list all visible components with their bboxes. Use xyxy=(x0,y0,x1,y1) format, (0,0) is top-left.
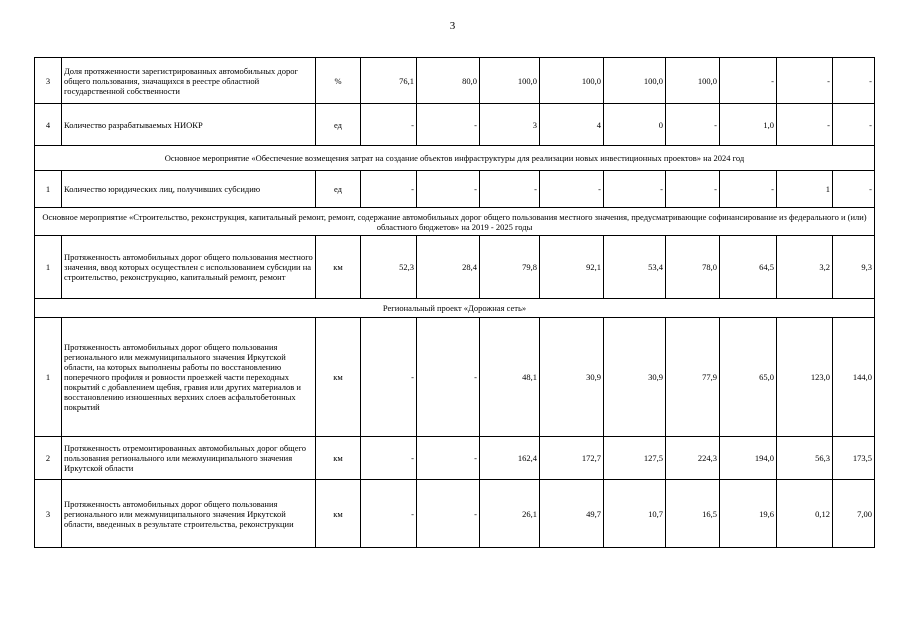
unit-cell: % xyxy=(316,58,361,104)
unit-cell: ед xyxy=(316,104,361,146)
row-number: 1 xyxy=(35,318,62,437)
value-cell: - xyxy=(777,58,833,104)
value-cell: 194,0 xyxy=(720,437,777,480)
value-cell: 79,8 xyxy=(480,236,540,299)
indicator-name: Протяженность автомобильных дорог общего пользования регионального или межмуниципального значения Иркутской области, введенных в результате строительства, реконструкции xyxy=(62,480,316,548)
value-cell: - xyxy=(720,171,777,208)
value-cell: 49,7 xyxy=(540,480,604,548)
value-cell: 173,5 xyxy=(833,437,875,480)
value-cell: 65,0 xyxy=(720,318,777,437)
section-row xyxy=(35,299,875,318)
table-row xyxy=(35,104,875,146)
section-title: Региональный проект «Дорожная сеть» xyxy=(35,299,875,318)
indicator-name: Протяженность отремонтированных автомобильных дорог общего пользования регионального или межмуниципального значения Иркутской области xyxy=(62,437,316,480)
value-cell: 56,3 xyxy=(777,437,833,480)
value-cell: - xyxy=(833,104,875,146)
value-cell: 52,3 xyxy=(361,236,417,299)
value-cell: - xyxy=(361,104,417,146)
value-cell: 28,4 xyxy=(417,236,480,299)
indicators-table xyxy=(34,57,875,548)
value-cell: 7,00 xyxy=(833,480,875,548)
value-cell: - xyxy=(417,437,480,480)
value-cell: 123,0 xyxy=(777,318,833,437)
section-row xyxy=(35,208,875,236)
value-cell: 224,3 xyxy=(666,437,720,480)
value-cell: 3 xyxy=(480,104,540,146)
value-cell: - xyxy=(833,171,875,208)
value-cell: 100,0 xyxy=(666,58,720,104)
value-cell: 64,5 xyxy=(720,236,777,299)
row-number: 4 xyxy=(35,104,62,146)
row-number: 3 xyxy=(35,58,62,104)
value-cell: - xyxy=(480,171,540,208)
value-cell: - xyxy=(604,171,666,208)
row-number: 1 xyxy=(35,236,62,299)
value-cell: 76,1 xyxy=(361,58,417,104)
value-cell: - xyxy=(361,171,417,208)
value-cell: 1,0 xyxy=(720,104,777,146)
value-cell: 77,9 xyxy=(666,318,720,437)
unit-cell: км xyxy=(316,318,361,437)
value-cell: 9,3 xyxy=(833,236,875,299)
table-row xyxy=(35,171,875,208)
unit-cell: км xyxy=(316,437,361,480)
value-cell: 100,0 xyxy=(540,58,604,104)
value-cell: 162,4 xyxy=(480,437,540,480)
value-cell: 26,1 xyxy=(480,480,540,548)
value-cell: 3,2 xyxy=(777,236,833,299)
value-cell: - xyxy=(720,58,777,104)
row-number: 2 xyxy=(35,437,62,480)
table-row xyxy=(35,236,875,299)
value-cell: 144,0 xyxy=(833,318,875,437)
value-cell: 16,5 xyxy=(666,480,720,548)
value-cell: 100,0 xyxy=(480,58,540,104)
table-row xyxy=(35,318,875,437)
value-cell: - xyxy=(417,318,480,437)
value-cell: 1 xyxy=(777,171,833,208)
value-cell: 92,1 xyxy=(540,236,604,299)
row-number: 1 xyxy=(35,171,62,208)
value-cell: 30,9 xyxy=(604,318,666,437)
indicator-name: Протяженность автомобильных дорог общего пользования местного значения, ввод которых осуществлен с использованием субсидии на строительство, реконструкцию, капитальный ремонт, ремонт xyxy=(62,236,316,299)
indicator-name: Количество разрабатываемых НИОКР xyxy=(62,104,316,146)
value-cell: 78,0 xyxy=(666,236,720,299)
page-number: 3 xyxy=(449,20,456,32)
table-row xyxy=(35,480,875,548)
value-cell: - xyxy=(361,437,417,480)
value-cell: - xyxy=(417,480,480,548)
table-row xyxy=(35,437,875,480)
section-title: Основное мероприятие «Обеспечение возмещения затрат на создание объектов инфраструктуры для реализации новых инвестиционных проектов» на 2024 год xyxy=(35,146,875,171)
value-cell: - xyxy=(540,171,604,208)
value-cell: 30,9 xyxy=(540,318,604,437)
section-title: Основное мероприятие «Строительство, реконструкция, капитальный ремонт, ремонт, содержание автомобильных дорог общего пользования местного значения, предусматривающие софинансирование из федерального и (или) областного бюджетов» на 2019 - 2025 годы xyxy=(35,208,875,236)
value-cell: 4 xyxy=(540,104,604,146)
value-cell: 19,6 xyxy=(720,480,777,548)
value-cell: 48,1 xyxy=(480,318,540,437)
value-cell: 53,4 xyxy=(604,236,666,299)
value-cell: 10,7 xyxy=(604,480,666,548)
value-cell: 80,0 xyxy=(417,58,480,104)
unit-cell: км xyxy=(316,480,361,548)
row-number: 3 xyxy=(35,480,62,548)
unit-cell: ед xyxy=(316,171,361,208)
unit-cell: км xyxy=(316,236,361,299)
value-cell: - xyxy=(666,104,720,146)
section-row xyxy=(35,146,875,171)
value-cell: 172,7 xyxy=(540,437,604,480)
indicator-name: Протяженность автомобильных дорог общего пользования регионального или межмуниципального значения Иркутской области, на которых выполнены работы по восстановлению поперечного профиля и ровности проезжей части переходных покрытий с добавлением щебня, гравия или других материалов и восстановлению изношенных верхних слоев асфальтобетонных покрытий xyxy=(62,318,316,437)
value-cell: - xyxy=(361,480,417,548)
value-cell: - xyxy=(666,171,720,208)
value-cell: - xyxy=(417,171,480,208)
value-cell: - xyxy=(361,318,417,437)
indicator-name: Доля протяженности зарегистрированных автомобильных дорог общего пользования, значащихся в реестре областной государственной собственности xyxy=(62,58,316,104)
value-cell: 0 xyxy=(604,104,666,146)
table-row xyxy=(35,58,875,104)
value-cell: 0,12 xyxy=(777,480,833,548)
value-cell: 127,5 xyxy=(604,437,666,480)
value-cell: 100,0 xyxy=(604,58,666,104)
indicator-name: Количество юридических лиц, получивших субсидию xyxy=(62,171,316,208)
value-cell: - xyxy=(417,104,480,146)
value-cell: - xyxy=(777,104,833,146)
value-cell: - xyxy=(833,58,875,104)
